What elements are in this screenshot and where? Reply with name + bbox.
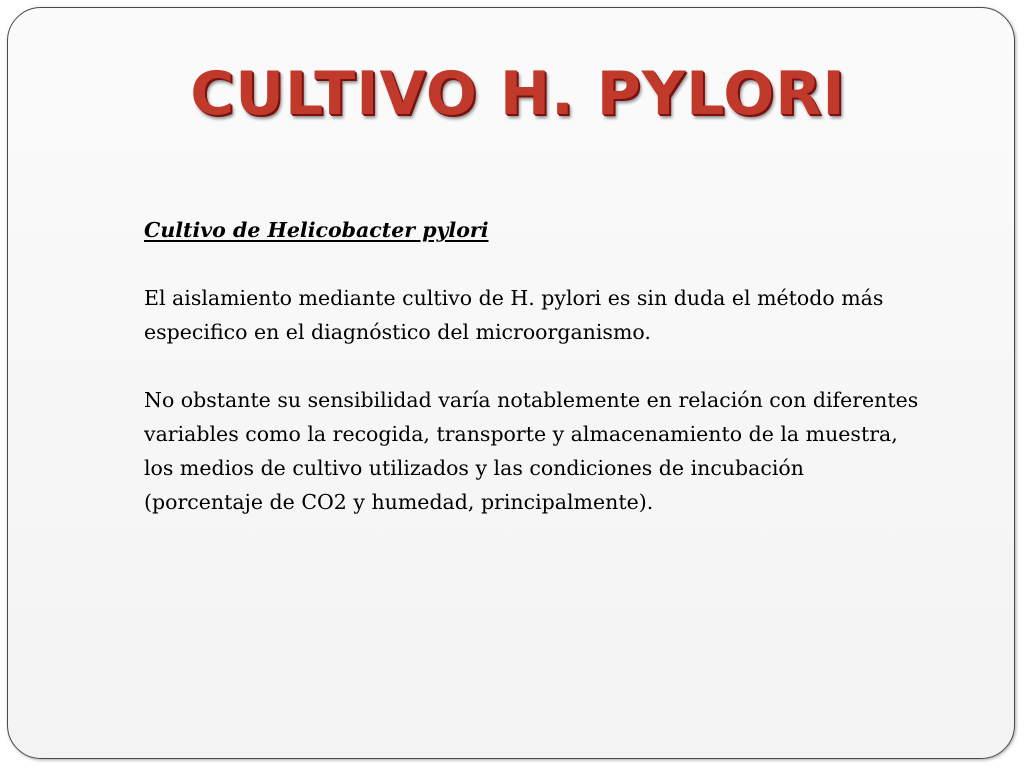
section-subheading: Cultivo de Helicobacter pylori bbox=[144, 218, 489, 242]
slide-body bbox=[144, 213, 924, 519]
paragraph-1: El aislamiento mediante cultivo de H. pylori es sin duda el método más especifico en el diagnóstico del microorganismo. bbox=[144, 286, 884, 344]
slide-title: CULTIVO H. PYLORI bbox=[190, 59, 846, 129]
paragraph-2: No obstante su sensibilidad varía notablemente en relación con diferentes variables como la recogida, transporte y almacenamiento de la muestra, los medios de cultivo utilizados y las condiciones de incubación (porcentaje de CO2 y humedad, principalmente). bbox=[144, 388, 919, 514]
